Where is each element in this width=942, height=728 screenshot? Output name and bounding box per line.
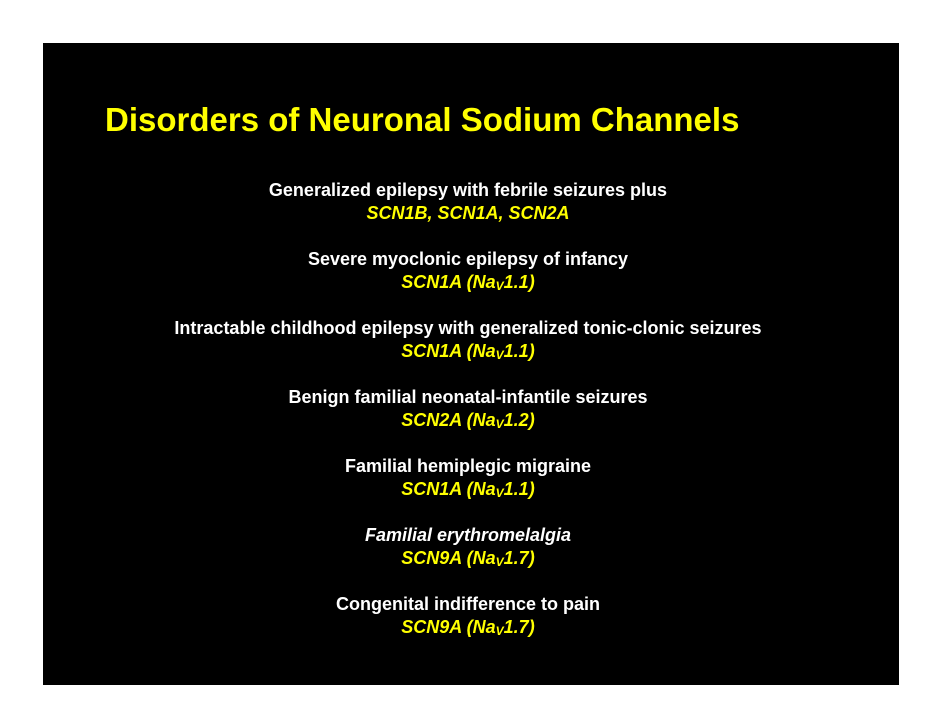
- disorder-name: Familial hemiplegic migraine: [344, 456, 592, 476]
- disorder-name: Familial erythromelalgia: [364, 525, 572, 545]
- gene-name: SCN2A (Na: [401, 410, 496, 430]
- gene-name: SCN9A (Na: [401, 548, 496, 568]
- gene-name: SCN1A (Na: [401, 272, 496, 292]
- disorder-entry: [43, 248, 893, 317]
- disorder-name: Congenital indifference to pain: [335, 594, 600, 614]
- gene-subscript: V: [495, 279, 504, 293]
- gene-subscript: V: [495, 555, 504, 569]
- gene-label: [43, 271, 893, 294]
- gene-name: SCN1A (Na: [401, 341, 496, 361]
- disorder-entry: [43, 593, 893, 662]
- slide-title: Disorders of Neuronal Sodium Channels: [105, 101, 740, 138]
- slide: [43, 43, 899, 685]
- gene-subscript: V: [495, 348, 504, 362]
- gene-name: SCN1A (Na: [401, 479, 496, 499]
- disorder-list: [43, 179, 893, 662]
- gene-subscript: V: [495, 417, 504, 431]
- gene-label: [43, 202, 893, 225]
- gene-label: [43, 409, 893, 432]
- gene-suffix: 1.2): [503, 410, 535, 430]
- gene-label: [43, 616, 893, 639]
- disorder-name: Benign familial neonatal-infantile seizures: [288, 387, 648, 407]
- disorder-entry: [43, 386, 893, 455]
- disorder-name: Severe myoclonic epilepsy of infancy: [307, 249, 629, 269]
- disorder-name: Intractable childhood epilepsy with generalized tonic-clonic seizures: [174, 318, 762, 338]
- gene-suffix: 1.7): [503, 548, 535, 568]
- disorder-entry: [43, 179, 893, 248]
- disorder-name: Generalized epilepsy with febrile seizures plus: [268, 180, 668, 200]
- disorder-entry: [43, 524, 893, 593]
- gene-name: SCN9A (Na: [401, 617, 496, 637]
- gene-suffix: 1.1): [503, 341, 535, 361]
- gene-label: [43, 340, 893, 363]
- gene-label: [43, 547, 893, 570]
- disorder-entry: [43, 455, 893, 524]
- gene-label: [43, 478, 893, 501]
- gene-name: SCN1B, SCN1A, SCN2A: [366, 203, 570, 223]
- gene-suffix: 1.7): [503, 617, 535, 637]
- gene-subscript: V: [495, 486, 504, 500]
- gene-subscript: V: [495, 624, 504, 638]
- gene-suffix: 1.1): [503, 272, 535, 292]
- disorder-entry: [43, 317, 893, 386]
- gene-suffix: 1.1): [503, 479, 535, 499]
